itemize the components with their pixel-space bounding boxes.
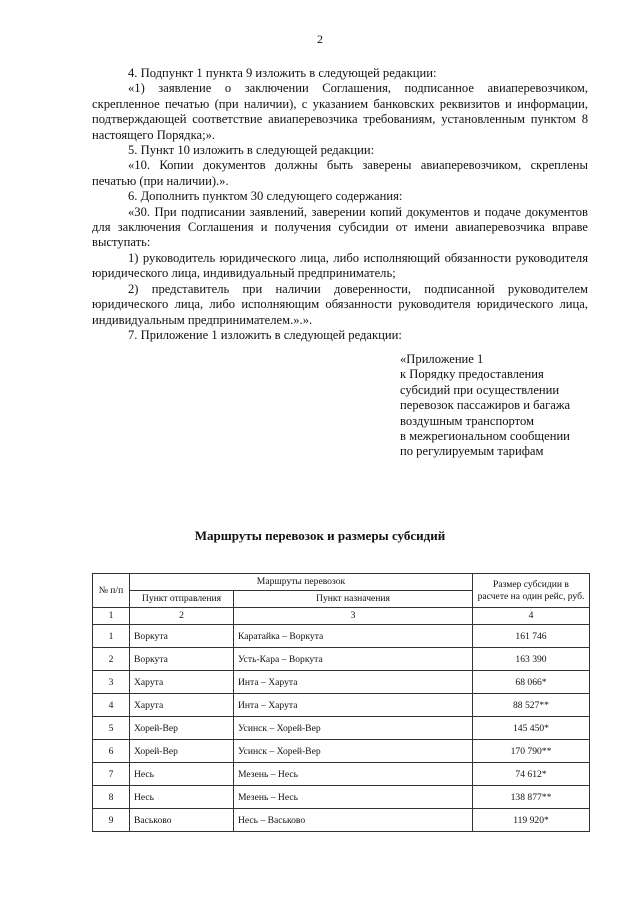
- appendix-line: по регулируемым тарифам: [400, 444, 544, 459]
- row-destination: Усинск – Хорей-Вер: [234, 740, 473, 763]
- row-destination: Мезень – Несь: [234, 763, 473, 786]
- row-num: 5: [93, 717, 130, 740]
- appendix-line: перевозок пассажиров и багажа: [400, 398, 571, 413]
- appendix-line: в межрегиональном сообщении: [400, 429, 570, 444]
- row-subsidy: 119 920*: [473, 809, 590, 832]
- paragraph: 4. Подпункт 1 пункта 9 изложить в следующей редакции:: [128, 66, 437, 80]
- row-subsidy: 161 746: [473, 625, 590, 648]
- row-departure: Васьково: [130, 809, 234, 832]
- row-departure: Харута: [130, 671, 234, 694]
- row-destination: Инта – Харута: [234, 694, 473, 717]
- paragraph: 6. Дополнить пунктом 30 следующего содержания:: [128, 189, 403, 204]
- row-departure: Хорей-Вер: [130, 740, 234, 763]
- paragraph: 5. Пункт 10 изложить в следующей редакции:: [128, 143, 375, 158]
- table-row: [93, 786, 590, 809]
- header-departure: Пункт отправления: [130, 591, 234, 608]
- row-num: 3: [93, 671, 130, 694]
- paragraph: 7. Приложение 1 изложить в следующей редакции:: [128, 327, 402, 342]
- row-subsidy: 145 450*: [473, 717, 590, 740]
- row-destination: Инта – Харута: [234, 671, 473, 694]
- row-num: 6: [93, 740, 130, 763]
- header-routes: Маршруты перевозок: [130, 574, 473, 591]
- appendix-line: к Порядку предоставления: [400, 367, 544, 382]
- routes-table: [92, 573, 590, 832]
- column-number: 4: [473, 608, 590, 625]
- row-departure: Хорей-Вер: [130, 717, 234, 740]
- header-destination: Пункт назначения: [234, 591, 473, 608]
- row-departure: Несь: [130, 786, 234, 809]
- row-destination: Каратайка – Воркута: [234, 625, 473, 648]
- row-num: 7: [93, 763, 130, 786]
- column-number: 2: [130, 608, 234, 625]
- table-row: [93, 648, 590, 671]
- row-subsidy: 68 066*: [473, 671, 590, 694]
- table-row: [93, 671, 590, 694]
- row-num: 8: [93, 786, 130, 809]
- table-row: [93, 809, 590, 832]
- appendix-line: «Приложение 1: [400, 352, 484, 366]
- paragraph: «30. При подписании заявлений, заверении копий документов и подаче документов для заключения Соглашения и получения субсидии от имени авиаперевозчика вправе выступать:: [92, 204, 588, 250]
- row-num: 1: [93, 625, 130, 648]
- table-title: Маршруты перевозок и размеры субсидий: [194, 528, 446, 543]
- table-row: [93, 694, 590, 717]
- row-num: 2: [93, 648, 130, 671]
- column-number: 3: [234, 608, 473, 625]
- row-num: 4: [93, 694, 130, 717]
- paragraph: «10. Копии документов должны быть заверены авиаперевозчиком, скреплены печатью (при наличии).».: [92, 158, 588, 188]
- row-num: 9: [93, 809, 130, 832]
- table-row: [93, 717, 590, 740]
- row-subsidy: 163 390: [473, 648, 590, 671]
- document-body: [92, 66, 588, 343]
- appendix-line: воздушным транспортом: [400, 413, 535, 428]
- row-departure: Воркута: [130, 648, 234, 671]
- table-row: [93, 763, 590, 786]
- row-departure: Воркута: [130, 625, 234, 648]
- table-row: [93, 625, 590, 648]
- row-departure: Несь: [130, 763, 234, 786]
- row-destination: Несь – Васьково: [234, 809, 473, 832]
- row-destination: Усть-Кара – Воркута: [234, 648, 473, 671]
- paragraph: 2) представитель при наличии доверенности, подписанной руководителем юридического лица, либо исполняющим обязанности руководителя юридического лица, индивидуальным предпринимателем.».».: [92, 281, 588, 327]
- column-number: 1: [93, 608, 130, 625]
- appendix-heading: [400, 352, 600, 460]
- row-subsidy: 170 790**: [473, 740, 590, 763]
- row-subsidy: 88 527**: [473, 694, 590, 717]
- row-destination: Усинск – Хорей-Вер: [234, 717, 473, 740]
- row-destination: Мезень – Несь: [234, 786, 473, 809]
- row-departure: Харута: [130, 694, 234, 717]
- appendix-line: субсидий при осуществлении: [400, 382, 560, 397]
- header-num: № п/п: [93, 574, 130, 608]
- paragraph: «1) заявление о заключении Соглашения, подписанное авиаперевозчиком, скрепленное печатью (при наличии), с указанием банковских реквизитов и информации, подтверждающей соответствие авиаперевозчика требованиям, установленным пунктом 8 настоящего Порядка;».: [92, 81, 588, 142]
- row-subsidy: 138 877**: [473, 786, 590, 809]
- page-number: 2: [317, 32, 323, 46]
- header-subsidy: Размер субсидии в расчете на один рейс, руб.: [473, 574, 590, 608]
- table-row: [93, 740, 590, 763]
- row-subsidy: 74 612*: [473, 763, 590, 786]
- paragraph: 1) руководитель юридического лица, либо исполняющий обязанности руководителя юридического лица, индивидуальный предприниматель;: [92, 250, 588, 281]
